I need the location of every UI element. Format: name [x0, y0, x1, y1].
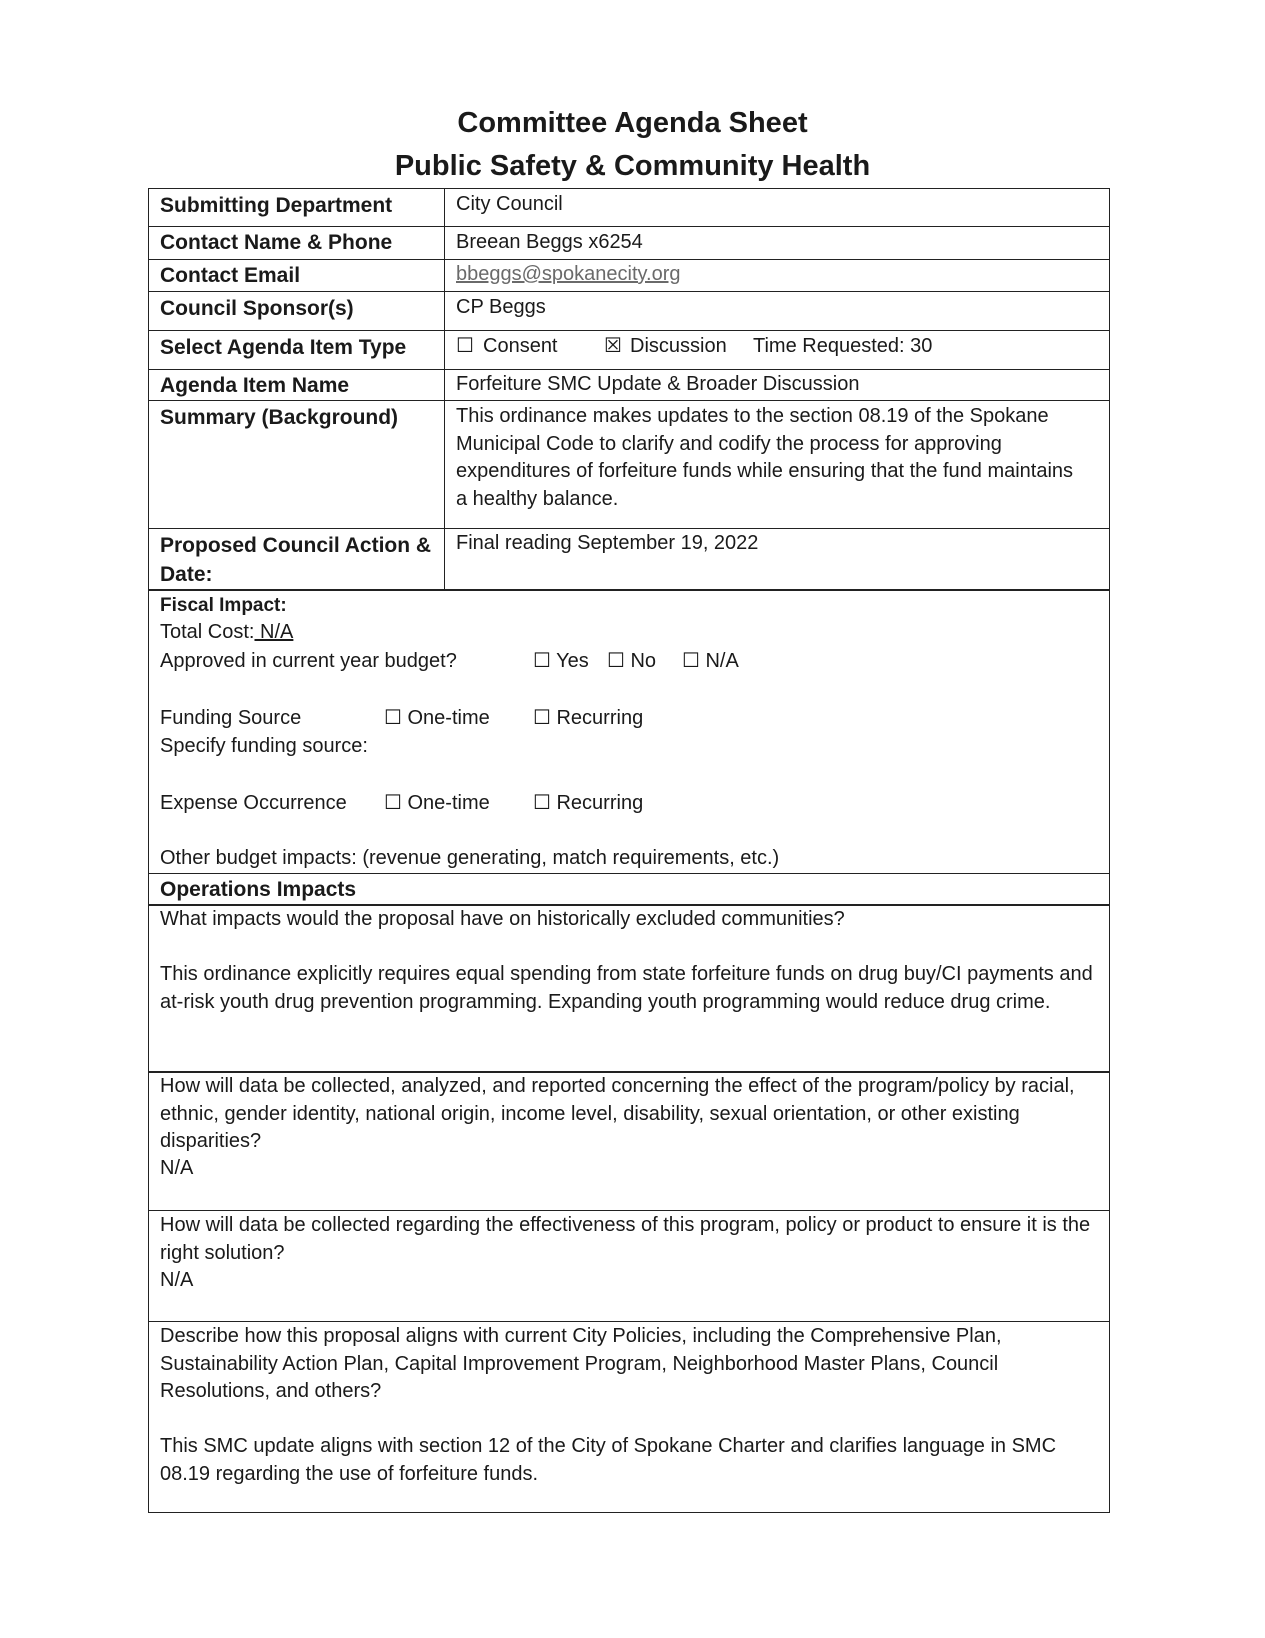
contact-label: Contact Name & Phone [160, 231, 393, 254]
expense-recurring-checkbox[interactable]: ☐ Recurring [533, 792, 644, 814]
expense-occurrence-label: Expense Occurrence [160, 792, 347, 814]
action-label-date: Date: [160, 563, 213, 586]
total-cost-label: Total Cost: [160, 621, 255, 643]
row-divider [148, 873, 1110, 874]
row-divider [148, 1210, 1110, 1211]
question-excluded-communities: What impacts would the proposal have on historically excluded communities? [160, 908, 845, 930]
contact-value: Breean Beggs x6254 [456, 231, 643, 253]
email-label: Contact Email [160, 264, 301, 287]
question-effectiveness: How will data be collected regarding the effectiveness of this program, policy or product to ensure it is the right solution? [160, 1214, 1091, 1264]
row-divider [148, 400, 1110, 401]
answer-city-policies: This SMC update aligns with section 12 of the City of Spokane Charter and clarifies language in SMC 08.19 regarding the use of forfeiture funds. [160, 1435, 1057, 1485]
row-divider [148, 291, 1110, 292]
time-requested: Time Requested: 30 [753, 335, 933, 357]
row-divider [148, 330, 1110, 331]
approved-label: Approved in current year budget? [160, 650, 457, 672]
row-divider [148, 226, 1110, 227]
total-cost-value: N/A [254, 621, 294, 643]
action-value: Final reading September 19, 2022 [456, 532, 759, 554]
operations-heading: Operations Impacts [160, 878, 357, 901]
other-budget-impacts: Other budget impacts: (revenue generating, match requirements, etc.) [160, 847, 780, 869]
funding-source-label: Funding Source [160, 707, 302, 729]
discussion-label: Discussion [630, 335, 727, 357]
row-divider [148, 259, 1110, 260]
approved-no-checkbox[interactable]: ☐ No [607, 650, 657, 672]
funding-recurring-checkbox[interactable]: ☐ Recurring [533, 707, 644, 729]
row-divider [148, 369, 1110, 370]
page-subtitle: Public Safety & Community Health [394, 150, 871, 182]
answer-data-disparities: N/A [160, 1157, 194, 1179]
column-divider [444, 188, 445, 590]
funding-onetime-checkbox[interactable]: ☐ One-time [384, 707, 490, 729]
item-type-label: Select Agenda Item Type [160, 336, 407, 359]
approved-yes-checkbox[interactable]: ☐ Yes [533, 650, 589, 672]
sponsor-value: CP Beggs [456, 296, 546, 318]
consent-label: Consent [483, 335, 558, 357]
row-divider [148, 589, 1110, 591]
specify-funding-label: Specify funding source: [160, 735, 368, 757]
item-name-value: Forfeiture SMC Update & Broader Discussion [456, 373, 860, 395]
department-value: City Council [456, 193, 563, 215]
item-name-label: Agenda Item Name [160, 374, 350, 397]
email-link[interactable]: bbeggs@spokanecity.org [456, 263, 681, 285]
consent-checkbox[interactable]: ☐ [456, 335, 474, 357]
department-label: Submitting Department [160, 194, 393, 217]
expense-onetime-checkbox[interactable]: ☐ One-time [384, 792, 490, 814]
approved-na-checkbox[interactable]: ☐ N/A [682, 650, 739, 672]
fiscal-heading: Fiscal Impact: [160, 595, 287, 616]
page-title: Committee Agenda Sheet [457, 107, 808, 139]
discussion-checkbox[interactable]: ☒ [604, 335, 622, 357]
answer-effectiveness: N/A [160, 1269, 194, 1291]
sponsor-label: Council Sponsor(s) [160, 297, 354, 320]
answer-excluded-communities: This ordinance explicitly requires equal spending from state forfeiture funds on drug buy/CI payments and at-risk youth drug prevention programming. Expanding youth programming would reduce drug crime. [160, 963, 1093, 1013]
action-label: Proposed Council Action & [160, 534, 432, 557]
question-city-policies: Describe how this proposal aligns with current City Policies, including the Comprehensive Plan, Sustainability Action Plan, Capital Improvement Program, Neighborhood Master Plans, Council Resolutions, and others? [160, 1325, 1002, 1402]
row-divider [148, 1321, 1110, 1322]
question-data-disparities: How will data be collected, analyzed, and reported concerning the effect of the program/policy by racial, ethnic, gender identity, national origin, income level, disability, sexual orientation, or other existing disparities? [160, 1075, 1075, 1152]
row-divider [148, 528, 1110, 529]
summary-value: This ordinance makes updates to the section 08.19 of the Spokane Municipal Code to clarify and codify the process for approving expenditures of forfeiture funds while ensuring that the fund maintains a healthy balance. [456, 405, 1074, 510]
summary-label: Summary (Background) [160, 406, 399, 429]
total-cost-row [160, 619, 293, 647]
